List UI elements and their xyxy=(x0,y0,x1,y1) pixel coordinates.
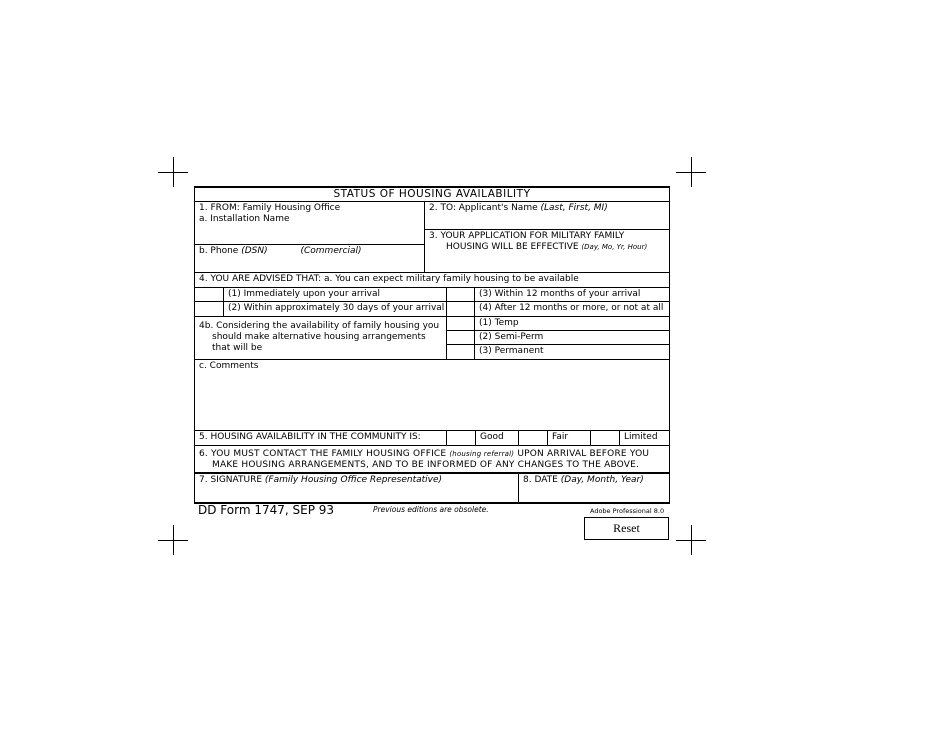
option-a1-label: (1) Immediately upon your arrival xyxy=(223,287,447,302)
phone-label: b. Phone xyxy=(199,246,239,256)
advised-label: 4. YOU ARE ADVISED THAT: a. You can expect military family housing to be available xyxy=(194,272,670,288)
phone-commercial-label: (Commercial) xyxy=(300,246,362,256)
effective-label: 3. YOUR APPLICATION FOR MILITARY FAMILY xyxy=(429,231,625,241)
option-b3-checkbox[interactable] xyxy=(446,344,475,360)
option-b2-checkbox[interactable] xyxy=(446,330,475,345)
community-label: 5. HOUSING AVAILABILITY IN THE COMMUNITY IS: xyxy=(194,430,447,446)
phone-field[interactable] xyxy=(194,244,425,273)
contact-notice xyxy=(194,445,670,473)
comments-field[interactable] xyxy=(194,359,670,431)
reset-button[interactable]: Reset xyxy=(584,517,669,540)
label-4b: 4b. Considering the availability of family housing you should make alternative housing arrangements that will be xyxy=(194,316,447,360)
limited-label: Limited xyxy=(619,430,670,446)
crop-mark xyxy=(173,157,174,187)
crop-mark xyxy=(173,525,174,555)
fair-label: Fair xyxy=(547,430,591,446)
crop-mark xyxy=(691,525,692,555)
to-label: 2. TO: Applicant's Name xyxy=(429,203,538,213)
signature-field[interactable] xyxy=(194,472,519,504)
contact-hint: (housing referral) xyxy=(449,450,515,458)
good-checkbox[interactable] xyxy=(446,430,476,446)
option-b1-checkbox[interactable] xyxy=(446,316,475,331)
contact-text: 6. YOU MUST CONTACT THE FAMILY HOUSING OFFICE xyxy=(199,449,447,459)
from-label: 1. FROM: Family Housing Office xyxy=(199,203,341,213)
option-a4-checkbox[interactable] xyxy=(446,301,475,317)
good-label: Good xyxy=(475,430,519,446)
option-a4-label: (4) After 12 months or more, or not at all xyxy=(474,301,670,317)
software-note: Adobe Professional 8.0 xyxy=(590,507,665,515)
option-a2-label: (2) Within approximately 30 days of your arrival xyxy=(223,301,447,317)
comments-label: c. Comments xyxy=(199,361,259,371)
crop-mark xyxy=(691,157,692,187)
effective-hint: (Day, Mo, Yr, Hour) xyxy=(581,243,648,251)
phone-dsn-label: (DSN) xyxy=(241,246,268,256)
applicant-name-field[interactable] xyxy=(424,201,670,230)
to-hint: (Last, First, MI) xyxy=(540,203,608,213)
date-hint: (Day, Month, Year) xyxy=(560,475,644,485)
installation-label: a. Installation Name xyxy=(199,214,290,224)
option-b2-label: (2) Semi-Perm xyxy=(474,330,670,345)
date-field[interactable] xyxy=(518,472,670,504)
signature-label: 7. SIGNATURE xyxy=(199,475,263,485)
option-a1-checkbox[interactable] xyxy=(194,287,224,302)
form-title: STATUS OF HOUSING AVAILABILITY xyxy=(194,186,670,202)
signature-hint: (Family Housing Office Representative) xyxy=(264,475,443,485)
contact-text-2: UPON ARRIVAL BEFORE YOU xyxy=(517,449,650,459)
from-field[interactable] xyxy=(194,201,425,245)
option-a3-label: (3) Within 12 months of your arrival xyxy=(474,287,670,302)
option-a3-checkbox[interactable] xyxy=(446,287,475,302)
option-b3-label: (3) Permanent xyxy=(474,344,670,360)
contact-text-3: MAKE HOUSING ARRANGEMENTS, AND TO BE INFORMED OF ANY CHANGES TO THE ABOVE. xyxy=(212,460,640,470)
limited-checkbox[interactable] xyxy=(590,430,620,446)
obsolete-notice: Previous editions are obsolete. xyxy=(373,505,489,514)
effective-label-2: HOUSING WILL BE EFFECTIVE xyxy=(446,242,579,252)
option-a2-checkbox[interactable] xyxy=(194,301,224,317)
fair-checkbox[interactable] xyxy=(518,430,548,446)
effective-date-field[interactable] xyxy=(424,229,670,273)
form-id: DD Form 1747, SEP 93 xyxy=(198,503,335,517)
option-b1-label: (1) Temp xyxy=(474,316,670,331)
date-label: 8. DATE xyxy=(523,475,558,485)
